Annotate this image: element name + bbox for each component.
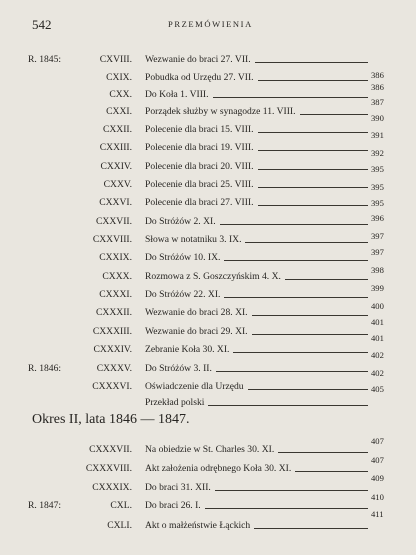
entry-numeral: CXXXVI. [92,381,132,392]
leader-rule [258,150,368,151]
page-ref: 409 [371,473,384,483]
page-ref: 396 [371,213,384,223]
toc-entry [0,500,416,516]
toc-entry [0,252,416,268]
leader-rule [258,169,368,170]
entry-title: Na obiedzie w St. Charles 30. XI. [145,444,275,455]
entry-numeral: CXXIV. [100,161,132,172]
toc-entry [0,289,416,305]
page-ref: 386 [371,82,384,92]
toc-entry [0,161,416,177]
running-title: PRZEMÓWIENIA [168,19,253,29]
leader-rule [213,97,368,98]
leader-rule [224,260,368,261]
entry-title: Wezwanie do braci 28. XI. [145,307,248,318]
toc-entry [0,271,416,287]
entry-numeral: CXXXVIII. [85,463,132,474]
entry-numeral: CXXXIX. [92,482,132,493]
entry-title: Polecenie dla braci 19. VIII. [145,142,254,153]
toc-entry [0,234,416,250]
toc-entry [0,197,416,213]
entry-numeral: CXXXI. [99,289,132,300]
entry-numeral: CXXIX. [99,252,132,263]
entry-numeral: CXLI. [107,520,132,531]
entry-title: Wezwanie do braci 27. VII. [145,54,251,65]
leader-rule [300,114,368,115]
entry-numeral: CXXVII. [96,216,132,227]
entry-title: Akt założenia odrębnego Koła 30. XI. [145,463,292,474]
page-ref: 401 [371,317,384,327]
entry-title: Do Stróżów 3. II. [145,363,212,374]
entry-numeral: CXXXIV. [93,344,132,355]
entry-title: Przekład polski [145,397,205,408]
leader-rule [295,471,368,472]
entry-title: Do Stróżów 2. XI. [145,216,216,227]
page-ref: 407 [371,436,384,446]
entry-title: Polecenie dla braci 20. VIII. [145,161,254,172]
toc-entry [0,124,416,140]
toc-entry [0,54,416,70]
leader-rule [258,132,368,133]
toc-entry [0,397,416,413]
toc-entry [0,363,416,379]
entry-numeral: CXXXII. [96,307,132,318]
leader-rule [254,528,368,529]
entry-title: Słowa w notatniku 3. IX. [145,234,242,245]
entry-title: Polecenie dla braci 15. VIII. [145,124,254,135]
entry-numeral: CXX. [109,89,132,100]
entry-numeral: CXXXIII. [92,326,132,337]
page-ref: 398 [371,265,384,275]
entry-numeral: CXXII. [102,124,132,135]
entry-title: Polecenie dla braci 25. VIII. [145,179,254,190]
page-ref: 397 [371,247,384,257]
year-label: R. 1846: [28,363,62,374]
toc-entry [0,463,416,479]
year-label: R. 1845: [28,54,62,65]
toc-entry [0,344,416,360]
page-ref: 400 [371,301,384,311]
leader-rule [208,405,368,406]
page-ref: 405 [371,384,384,394]
entry-title: Akt o małżeństwie Łąckich [145,520,251,531]
entry-title: Do braci 31. XII. [145,482,211,493]
entry-title: Do Stróżów 10. IX. [145,252,221,263]
section-heading: Okres II, lata 1846 — 1847. [32,412,190,427]
leader-rule [233,352,368,353]
leader-rule [285,279,368,280]
page-ref: 407 [371,455,384,465]
entry-title: Do Koła 1. VIII. [145,89,209,100]
page-ref: 402 [371,368,384,378]
leader-rule [258,80,368,81]
page-ref: 395 [371,198,384,208]
leader-rule [252,315,368,316]
entry-numeral: CXL. [110,500,132,511]
page-ref: 401 [371,333,384,343]
leader-rule [224,297,368,298]
entry-numeral: CXXI. [106,106,132,117]
entry-title: Wezwanie do braci 29. XI. [145,326,248,337]
page-ref: 392 [371,148,384,158]
page-ref: 402 [371,350,384,360]
toc-entry [0,326,416,342]
entry-title: Do Stróżów 22. XI. [145,289,221,300]
entry-numeral: CXXIII. [99,142,132,153]
leader-rule [258,187,368,188]
toc-entry [0,216,416,232]
entry-title: Zebranie Koła 30. XI. [145,344,230,355]
entry-title: Do braci 26. I. [145,500,201,511]
leader-rule [220,224,368,225]
page-ref: 410 [371,492,384,502]
page-ref: 386 [371,70,384,80]
entry-numeral: CXXXV. [96,363,132,374]
entry-title: Porządek służby w synagodze 11. VIII. [145,106,296,117]
page-ref: 395 [371,182,384,192]
toc-entry [0,142,416,158]
page-ref: 387 [371,97,384,107]
entry-numeral: CXXX. [102,271,132,282]
leader-rule [252,334,368,335]
toc-entry [0,381,416,397]
entry-title: Pobudka od Urzędu 27. VII. [145,72,254,83]
leader-rule [216,371,368,372]
entry-title: Polecenie dla braci 27. VIII. [145,197,254,208]
toc-entry [0,520,416,536]
page-number: 542 [32,17,52,32]
entry-title: Oświadczenie dla Urzędu [145,381,244,392]
leader-rule [205,508,368,509]
page-ref: 391 [371,130,384,140]
leader-rule [215,490,368,491]
toc-entry [0,307,416,323]
toc-entry [0,482,416,498]
toc-entry [0,106,416,122]
leader-rule [248,389,368,390]
page-ref: 411 [371,509,384,519]
leader-rule [278,452,368,453]
entry-numeral: CXXV. [103,179,132,190]
entry-numeral: CXXXVII. [89,444,132,455]
entry-numeral: CXVIII. [99,54,132,65]
leader-rule [255,62,368,63]
page-ref: 395 [371,164,384,174]
leader-rule [258,205,368,206]
page-header [0,17,416,33]
page-ref: 399 [371,283,384,293]
page-ref: 390 [371,113,384,123]
toc-entry [0,89,416,105]
toc-entry [0,72,416,88]
entry-numeral: CXIX. [106,72,132,83]
entry-title: Rozmowa z S. Goszczyńskim 4. X. [145,271,281,282]
entry-numeral: CXXVIII. [92,234,132,245]
entry-numeral: CXXVI. [99,197,132,208]
year-label: R. 1847: [28,500,62,511]
leader-rule [245,242,368,243]
toc-entry [0,179,416,195]
toc-entry [0,444,416,460]
page-ref: 397 [371,231,384,241]
